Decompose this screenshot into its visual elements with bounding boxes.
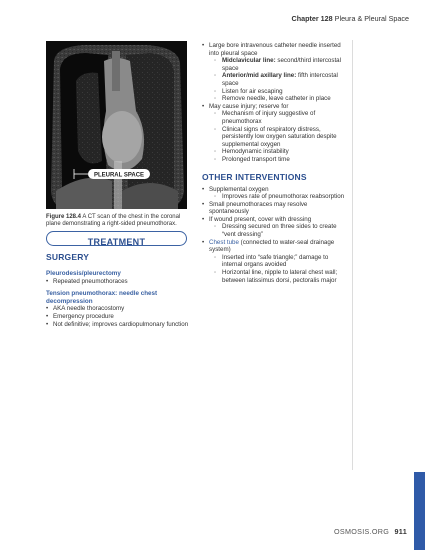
list-item: • Repeated pneumothoraces <box>46 278 191 286</box>
wound-sublist <box>209 223 347 238</box>
chest-tube-text: (connected to water-seal drainage system) <box>209 238 335 254</box>
site-name: OSMOSIS.ORG <box>333 527 390 536</box>
list-item <box>202 216 347 239</box>
term-text: fifth intercostal space <box>222 72 338 87</box>
chest-tube-sublist <box>209 254 347 284</box>
term: Anterior/mid axillary line: <box>222 72 297 80</box>
column-divider <box>352 40 353 470</box>
list-item: • Emergency procedure <box>46 313 191 321</box>
other-interventions-list <box>202 186 347 285</box>
sublist-item <box>214 57 347 72</box>
treatment-banner <box>46 231 187 246</box>
ct-scan-drawing <box>46 41 187 209</box>
sublist-item <box>214 72 347 87</box>
page-edge-bar <box>414 472 425 550</box>
chapter-number: Chapter 128 <box>291 14 333 23</box>
reserve-text: May cause injury; reserve for <box>209 102 289 110</box>
surgery-heading: SURGERY <box>46 252 90 262</box>
term-text: second/third intercostal space <box>222 57 342 72</box>
sublist-item: ◦ Clinical signs of respiratory distress, persistently low oxygen saturation despite supplemental oxygen <box>214 126 347 149</box>
chest-tube-link[interactable]: Chest tube <box>209 238 239 246</box>
sublist-item: ◦ Improves rate of pneumothorax reabsorption <box>214 193 347 201</box>
sublist-item: ◦ Horizontal line, nipple to lateral chest wall; between latissimus dorsi, pectoralis major <box>214 269 347 284</box>
pleurodesis-list <box>46 278 191 286</box>
chapter-title: Pleura & Pleural Space <box>334 14 409 23</box>
right-column <box>202 42 347 284</box>
tension-list <box>46 305 191 328</box>
oxygen-sublist <box>209 193 347 201</box>
list-item <box>202 239 347 285</box>
catheter-list <box>202 42 347 164</box>
list-item <box>202 103 347 164</box>
term: Midclavicular line: <box>222 57 276 65</box>
pleurodesis-heading: Pleurodesis/pleurectomy <box>46 270 121 277</box>
list-item <box>202 42 347 103</box>
figure-caption-text: A CT scan of the chest in the coronal plane demonstrating a right-sided pneumothorax. <box>46 214 181 228</box>
list-item: • Not definitive; improves cardiopulmonary function <box>46 321 191 329</box>
sublist-item: ◦ Remove needle, leave catheter in place <box>214 95 347 103</box>
other-interventions-heading: OTHER INTERVENTIONS <box>202 171 307 182</box>
sublist-item: ◦ Prolonged transport time <box>214 156 347 164</box>
figure-caption <box>46 214 189 228</box>
page-header <box>292 14 409 23</box>
list-item: • Small pneumothoraces may resolve spontaneously <box>202 201 347 216</box>
page-footer <box>334 527 407 536</box>
oxygen-text: Supplemental oxygen <box>209 185 269 193</box>
pleural-space-label: PLEURAL SPACE <box>93 172 145 179</box>
treatment-heading: TREATMENT <box>87 237 146 247</box>
list-item <box>202 186 347 201</box>
wound-text: If wound present, cover with dressing <box>209 215 312 223</box>
page-number: 911 <box>394 527 407 536</box>
list-item: • AKA needle thoracostomy <box>46 305 191 313</box>
sublist-item: ◦ Hemodynamic instability <box>214 148 347 156</box>
sublist-item: ◦ Dressing secured on three sides to create “vent dressing” <box>214 223 347 238</box>
figure-number: Figure 128.4 <box>46 214 82 220</box>
left-column <box>46 252 191 328</box>
sublist-item: ◦ Mechanism of injury suggestive of pneumothorax <box>214 110 347 125</box>
reserve-sublist <box>209 110 347 163</box>
catheter-text: Large bore intravenous catheter needle inserted into pleural space <box>209 42 341 57</box>
sublist-item: ◦ Inserted into “safe triangle;” damage to internal organs avoided <box>214 254 347 269</box>
tension-heading: Tension pneumothorax: needle chest decompression <box>46 290 158 305</box>
ct-scan-image <box>46 41 187 209</box>
sublist-item: ◦ Listen for air escaping <box>214 88 347 96</box>
catheter-sublist <box>209 57 347 103</box>
